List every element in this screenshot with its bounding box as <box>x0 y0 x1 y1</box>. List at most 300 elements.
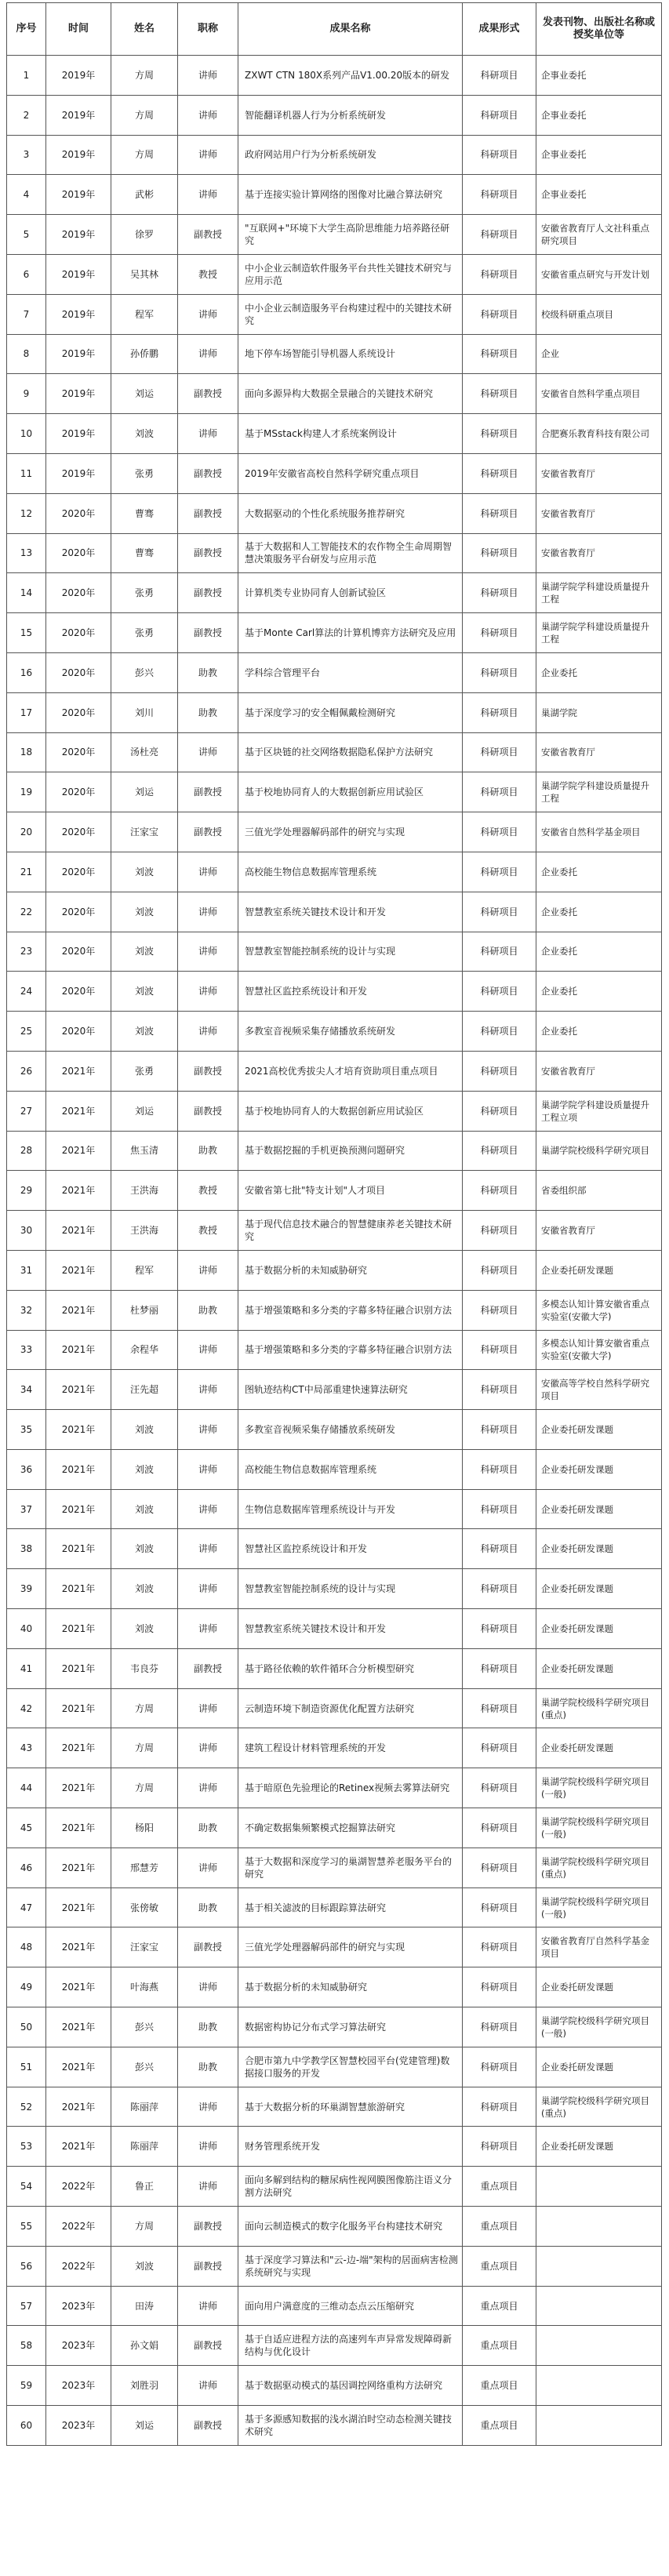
cell-form: 科研项目 <box>463 1808 536 1848</box>
cell-year: 2021年 <box>46 1211 111 1251</box>
cell-year: 2023年 <box>46 2326 111 2366</box>
cell-year: 2021年 <box>46 2047 111 2087</box>
cell-year: 2021年 <box>46 1768 111 1808</box>
cell-result: 2021高校优秀拔尖人才培育资助项目重点项目 <box>238 1051 463 1091</box>
cell-result: 多教室音视频采集存储播放系统研发 <box>238 1410 463 1450</box>
cell-title: 讲师 <box>178 1410 238 1450</box>
cell-year: 2020年 <box>46 812 111 852</box>
cell-form: 科研项目 <box>463 2047 536 2087</box>
cell-title: 讲师 <box>178 1967 238 2007</box>
cell-no: 51 <box>7 2047 46 2087</box>
cell-title: 副教授 <box>178 493 238 533</box>
cell-unit: 校级科研重点项目 <box>536 294 662 334</box>
cell-form: 重点项目 <box>463 2326 536 2366</box>
cell-unit: 巢湖学院校级科学研究项目(重点) <box>536 1688 662 1728</box>
cell-form: 科研项目 <box>463 1051 536 1091</box>
cell-year: 2021年 <box>46 1410 111 1450</box>
cell-name: 方周 <box>111 1768 178 1808</box>
cell-year: 2021年 <box>46 1091 111 1131</box>
cell-result: 基于大数据和人工智能技术的农作物全生命周期智慧决策服务平台研发与应用示范 <box>238 533 463 573</box>
cell-title: 副教授 <box>178 1927 238 1967</box>
cell-form: 科研项目 <box>463 215 536 255</box>
cell-result: 建筑工程设计材料管理系统的开发 <box>238 1728 463 1768</box>
cell-year: 2021年 <box>46 1250 111 1290</box>
cell-title: 教授 <box>178 254 238 294</box>
cell-no: 30 <box>7 1211 46 1251</box>
cell-no: 4 <box>7 175 46 215</box>
cell-form: 科研项目 <box>463 1290 536 1330</box>
cell-year: 2023年 <box>46 2286 111 2326</box>
cell-form: 科研项目 <box>463 2087 536 2127</box>
cell-unit <box>536 2207 662 2247</box>
cell-no: 20 <box>7 812 46 852</box>
cell-title: 助教 <box>178 2047 238 2087</box>
cell-year: 2021年 <box>46 1609 111 1649</box>
cell-year: 2020年 <box>46 852 111 892</box>
cell-no: 40 <box>7 1609 46 1649</box>
cell-unit: 安徽省教育厅 <box>536 533 662 573</box>
cell-year: 2022年 <box>46 2246 111 2286</box>
cell-form: 科研项目 <box>463 1887 536 1927</box>
cell-name: 汪家宝 <box>111 1927 178 1967</box>
cell-year: 2020年 <box>46 972 111 1012</box>
cell-title: 讲师 <box>178 1728 238 1768</box>
cell-name: 鲁正 <box>111 2167 178 2207</box>
cell-year: 2021年 <box>46 1051 111 1091</box>
cell-no: 19 <box>7 772 46 812</box>
cell-no: 39 <box>7 1569 46 1609</box>
cell-no: 5 <box>7 215 46 255</box>
table-row <box>7 56 662 96</box>
cell-form: 科研项目 <box>463 1967 536 2007</box>
cell-name: 程军 <box>111 294 178 334</box>
cell-name: 刘波 <box>111 932 178 972</box>
header-year: 时间 <box>46 3 111 56</box>
cell-form: 科研项目 <box>463 932 536 972</box>
cell-unit: 巢湖学院 <box>536 692 662 732</box>
cell-unit: 巢湖学院校级科学研究项目(一般) <box>536 1768 662 1808</box>
cell-title: 讲师 <box>178 1609 238 1649</box>
table-row <box>7 2326 662 2366</box>
cell-title: 讲师 <box>178 414 238 454</box>
cell-title: 助教 <box>178 1131 238 1171</box>
cell-year: 2020年 <box>46 652 111 692</box>
cell-result: 合肥市第九中学教学区智慧校园平台(党建管理)数据接口服务的开发 <box>238 2047 463 2087</box>
cell-year: 2019年 <box>46 95 111 135</box>
cell-title: 教授 <box>178 1171 238 1211</box>
cell-title: 讲师 <box>178 892 238 932</box>
cell-title: 副教授 <box>178 812 238 852</box>
cell-name: 刘波 <box>111 852 178 892</box>
cell-unit <box>536 2286 662 2326</box>
cell-year: 2023年 <box>46 2366 111 2406</box>
cell-no: 52 <box>7 2087 46 2127</box>
cell-form: 科研项目 <box>463 732 536 772</box>
cell-no: 22 <box>7 892 46 932</box>
cell-form: 重点项目 <box>463 2366 536 2406</box>
cell-no: 41 <box>7 1648 46 1688</box>
cell-title: 讲师 <box>178 932 238 972</box>
cell-name: 王洪海 <box>111 1211 178 1251</box>
cell-result: 智慧社区监控系统设计和开发 <box>238 972 463 1012</box>
cell-form: 科研项目 <box>463 772 536 812</box>
table-row <box>7 2047 662 2087</box>
cell-result: 中小企业云制造软件服务平台共性关键技术研究与应用示范 <box>238 254 463 294</box>
cell-unit: 企业委托研发课题 <box>536 1609 662 1649</box>
cell-name: 方周 <box>111 1728 178 1768</box>
cell-name: 焦玉清 <box>111 1131 178 1171</box>
cell-form: 科研项目 <box>463 573 536 613</box>
cell-form: 科研项目 <box>463 95 536 135</box>
cell-name: 刘波 <box>111 414 178 454</box>
cell-no: 37 <box>7 1489 46 1529</box>
cell-title: 讲师 <box>178 1330 238 1370</box>
cell-form: 科研项目 <box>463 1211 536 1251</box>
cell-year: 2021年 <box>46 2007 111 2047</box>
cell-result: 基于增强策略和多分类的字幕多特征融合识别方法 <box>238 1330 463 1370</box>
cell-year: 2020年 <box>46 493 111 533</box>
cell-year: 2022年 <box>46 2207 111 2247</box>
header-unit: 发表刊物、出版社名称或授奖单位等 <box>536 3 662 56</box>
cell-unit: 巢湖学院学科建设质量提升工程 <box>536 573 662 613</box>
cell-year: 2021年 <box>46 1688 111 1728</box>
table-row <box>7 2207 662 2247</box>
cell-year: 2021年 <box>46 1808 111 1848</box>
cell-year: 2019年 <box>46 135 111 175</box>
table-row <box>7 95 662 135</box>
cell-name: 刘波 <box>111 972 178 1012</box>
cell-year: 2021年 <box>46 1529 111 1569</box>
cell-title: 副教授 <box>178 374 238 414</box>
table-row <box>7 2087 662 2127</box>
cell-unit: 巢湖学院校级科学研究项目(一般) <box>536 1808 662 1848</box>
cell-no: 48 <box>7 1927 46 1967</box>
header-form: 成果形式 <box>463 3 536 56</box>
cell-result: 基于自适应进程方法的高速列车声异常发规障碍新结构与优化设计 <box>238 2326 463 2366</box>
cell-result: 智慧教室系统关键技术设计和开发 <box>238 1609 463 1649</box>
table-row <box>7 1569 662 1609</box>
cell-year: 2022年 <box>46 2167 111 2207</box>
cell-title: 讲师 <box>178 1848 238 1887</box>
cell-form: 科研项目 <box>463 1927 536 1967</box>
cell-name: 曹骞 <box>111 493 178 533</box>
cell-name: 刘波 <box>111 1489 178 1529</box>
cell-name: 刘运 <box>111 1091 178 1131</box>
cell-title: 讲师 <box>178 1768 238 1808</box>
cell-unit: 企事业委托 <box>536 56 662 96</box>
cell-result: 学科综合管理平台 <box>238 652 463 692</box>
table-row <box>7 772 662 812</box>
cell-unit: 企事业委托 <box>536 175 662 215</box>
cell-unit: 企业委托 <box>536 652 662 692</box>
cell-form: 科研项目 <box>463 1012 536 1052</box>
cell-unit: 安徽省教育厅 <box>536 1211 662 1251</box>
cell-year: 2020年 <box>46 932 111 972</box>
cell-name: 张勇 <box>111 613 178 653</box>
cell-title: 讲师 <box>178 1489 238 1529</box>
cell-unit <box>536 2326 662 2366</box>
cell-no: 47 <box>7 1887 46 1927</box>
cell-no: 60 <box>7 2406 46 2446</box>
cell-title: 副教授 <box>178 2326 238 2366</box>
cell-result: 基于区块链的社交网络数据隐私保护方法研究 <box>238 732 463 772</box>
cell-title: 讲师 <box>178 1569 238 1609</box>
cell-year: 2020年 <box>46 533 111 573</box>
cell-unit: 企业委托 <box>536 932 662 972</box>
cell-no: 18 <box>7 732 46 772</box>
cell-unit: 多模态认知计算安徽省重点实验室(安徽大学) <box>536 1330 662 1370</box>
cell-name: 刘胜羽 <box>111 2366 178 2406</box>
cell-no: 42 <box>7 1688 46 1728</box>
cell-result: 基于深度学习算法和"云-边-端"架构的居面病害检测系统研究与实现 <box>238 2246 463 2286</box>
cell-name: 杜梦丽 <box>111 1290 178 1330</box>
cell-unit: 企业委托研发课题 <box>536 1967 662 2007</box>
cell-year: 2021年 <box>46 1648 111 1688</box>
cell-form: 科研项目 <box>463 453 536 493</box>
cell-unit: 企业委托 <box>536 1012 662 1052</box>
cell-form: 科研项目 <box>463 1330 536 1370</box>
header-result: 成果名称 <box>238 3 463 56</box>
cell-title: 讲师 <box>178 334 238 374</box>
table-row <box>7 294 662 334</box>
table-row <box>7 175 662 215</box>
cell-result: 智慧社区监控系统设计和开发 <box>238 1529 463 1569</box>
cell-unit: 省委组织部 <box>536 1171 662 1211</box>
cell-year: 2021年 <box>46 1728 111 1768</box>
cell-no: 56 <box>7 2246 46 2286</box>
cell-result: 基于暗原色先验理论的Retinex视频去雾算法研究 <box>238 1768 463 1808</box>
cell-title: 讲师 <box>178 294 238 334</box>
cell-unit: 企业委托研发课题 <box>536 1529 662 1569</box>
cell-name: 陈丽萍 <box>111 2087 178 2127</box>
cell-name: 刘川 <box>111 692 178 732</box>
cell-title: 讲师 <box>178 1012 238 1052</box>
cell-name: 余程华 <box>111 1330 178 1370</box>
cell-year: 2020年 <box>46 892 111 932</box>
table-row <box>7 374 662 414</box>
table-row <box>7 692 662 732</box>
table-row <box>7 652 662 692</box>
table-row <box>7 453 662 493</box>
cell-no: 29 <box>7 1171 46 1211</box>
cell-result: 2019年安徽省高校自然科学研究重点项目 <box>238 453 463 493</box>
cell-title: 讲师 <box>178 175 238 215</box>
cell-unit: 巢湖学院校级科学研究项目(一般) <box>536 1887 662 1927</box>
cell-no: 35 <box>7 1410 46 1450</box>
cell-unit: 多模态认知计算安徽省重点实验室(安徽大学) <box>536 1290 662 1330</box>
cell-form: 科研项目 <box>463 334 536 374</box>
cell-year: 2019年 <box>46 334 111 374</box>
cell-result: 数据密构协记分布式学习算法研究 <box>238 2007 463 2047</box>
cell-unit <box>536 2406 662 2446</box>
cell-result: 政府网站用户行为分析系统研发 <box>238 135 463 175</box>
cell-unit: 企业委托研发课题 <box>536 1489 662 1529</box>
table-row <box>7 254 662 294</box>
cell-name: 刘运 <box>111 772 178 812</box>
cell-result: 安徽省第七批"特支计划"人才项目 <box>238 1171 463 1211</box>
cell-title: 副教授 <box>178 2406 238 2446</box>
table-row <box>7 1529 662 1569</box>
cell-form: 科研项目 <box>463 294 536 334</box>
cell-title: 讲师 <box>178 1688 238 1728</box>
cell-unit: 企业委托研发课题 <box>536 2047 662 2087</box>
cell-year: 2019年 <box>46 294 111 334</box>
cell-unit: 巢湖学院校级科学研究项目(重点) <box>536 1848 662 1887</box>
cell-name: 杨阳 <box>111 1808 178 1848</box>
cell-no: 50 <box>7 2007 46 2047</box>
cell-no: 21 <box>7 852 46 892</box>
cell-result: 基于Monte Carl算法的计算机博弈方法研究及应用 <box>238 613 463 653</box>
cell-unit: 企业委托研发课题 <box>536 1449 662 1489</box>
cell-name: 刘波 <box>111 1012 178 1052</box>
cell-name: 刘运 <box>111 374 178 414</box>
cell-name: 陈丽萍 <box>111 2127 178 2167</box>
cell-year: 2019年 <box>46 374 111 414</box>
table-row <box>7 1489 662 1529</box>
cell-name: 吴其林 <box>111 254 178 294</box>
cell-unit: 安徽省自然科学基金项目 <box>536 812 662 852</box>
cell-unit: 企业委托研发课题 <box>536 1569 662 1609</box>
cell-title: 讲师 <box>178 732 238 772</box>
cell-no: 54 <box>7 2167 46 2207</box>
cell-form: 科研项目 <box>463 175 536 215</box>
cell-form: 科研项目 <box>463 892 536 932</box>
cell-result: 基于数据驱动模式的基因调控网络重构方法研究 <box>238 2366 463 2406</box>
cell-title: 副教授 <box>178 613 238 653</box>
cell-result: 基于数据分析的未知威胁研究 <box>238 1250 463 1290</box>
cell-title: 副教授 <box>178 1051 238 1091</box>
cell-year: 2020年 <box>46 732 111 772</box>
cell-name: 刘波 <box>111 1609 178 1649</box>
cell-unit <box>536 2167 662 2207</box>
table-row <box>7 493 662 533</box>
table-row <box>7 1250 662 1290</box>
cell-no: 38 <box>7 1529 46 1569</box>
cell-year: 2021年 <box>46 1131 111 1171</box>
cell-name: 徐罗 <box>111 215 178 255</box>
cell-no: 2 <box>7 95 46 135</box>
cell-result: 地下停车场智能引导机器人系统设计 <box>238 334 463 374</box>
cell-title: 助教 <box>178 2007 238 2047</box>
cell-unit: 企业委托研发课题 <box>536 1648 662 1688</box>
cell-title: 讲师 <box>178 1370 238 1410</box>
cell-result: 基于相关滤波的目标跟踪算法研究 <box>238 1887 463 1927</box>
cell-title: 助教 <box>178 1887 238 1927</box>
cell-form: 科研项目 <box>463 1688 536 1728</box>
table-row <box>7 2007 662 2047</box>
cell-title: 副教授 <box>178 533 238 573</box>
cell-year: 2021年 <box>46 1370 111 1410</box>
cell-result: 基于路径依赖的软件循环合分析模型研究 <box>238 1648 463 1688</box>
cell-result: 中小企业云制造服务平台构建过程中的关键技术研究 <box>238 294 463 334</box>
cell-unit: 巢湖学院校级科学研究项目 <box>536 1131 662 1171</box>
cell-form: 科研项目 <box>463 1131 536 1171</box>
table-row <box>7 2246 662 2286</box>
table-body <box>7 56 662 2446</box>
cell-name: 孙侨鹏 <box>111 334 178 374</box>
cell-form: 科研项目 <box>463 1250 536 1290</box>
cell-year: 2019年 <box>46 215 111 255</box>
cell-result: 智能翻译机器人行为分析系统研发 <box>238 95 463 135</box>
cell-name: 方周 <box>111 56 178 96</box>
cell-name: 汪家宝 <box>111 812 178 852</box>
cell-result: 基于校地协同育人的大数据创新应用试验区 <box>238 1091 463 1131</box>
cell-result: 不确定数据集频繁模式挖掘算法研究 <box>238 1808 463 1848</box>
cell-form: 科研项目 <box>463 1768 536 1808</box>
cell-result: 面向多源异构大数据全景融合的关键技术研究 <box>238 374 463 414</box>
cell-no: 14 <box>7 573 46 613</box>
cell-result: 基于MSstack构建人才系统案例设计 <box>238 414 463 454</box>
cell-name: 曹骞 <box>111 533 178 573</box>
cell-year: 2020年 <box>46 692 111 732</box>
table-row <box>7 1091 662 1131</box>
cell-form: 科研项目 <box>463 56 536 96</box>
cell-unit: 安徽省教育厅 <box>536 453 662 493</box>
cell-year: 2020年 <box>46 613 111 653</box>
cell-form: 科研项目 <box>463 972 536 1012</box>
table-row <box>7 1808 662 1848</box>
cell-unit <box>536 2246 662 2286</box>
cell-name: 刘波 <box>111 1569 178 1609</box>
cell-unit: 安徽省重点研究与开发计划 <box>536 254 662 294</box>
cell-form: 科研项目 <box>463 1569 536 1609</box>
cell-unit: 安徽省教育厅 <box>536 493 662 533</box>
cell-no: 6 <box>7 254 46 294</box>
table-row <box>7 1768 662 1808</box>
cell-result: 计算机类专业协同育人创新试验区 <box>238 573 463 613</box>
cell-title: 讲师 <box>178 972 238 1012</box>
cell-title: 副教授 <box>178 215 238 255</box>
cell-result: 基于大数据分析的环巢湖智慧旅游研究 <box>238 2087 463 2127</box>
cell-result: 基于现代信息技术融合的智慧健康养老关键技术研究 <box>238 1211 463 1251</box>
cell-no: 23 <box>7 932 46 972</box>
cell-unit: 企业 <box>536 334 662 374</box>
cell-unit: 安徽省教育厅 <box>536 732 662 772</box>
cell-no: 11 <box>7 453 46 493</box>
cell-unit: 巢湖学院校级科学研究项目(一般) <box>536 2007 662 2047</box>
cell-form: 科研项目 <box>463 1370 536 1410</box>
cell-unit <box>536 2366 662 2406</box>
cell-form: 科研项目 <box>463 374 536 414</box>
cell-unit: 巢湖学院学科建设质量提升工程立项 <box>536 1091 662 1131</box>
cell-unit: 安徽省教育厅自然科学基金项目 <box>536 1927 662 1967</box>
cell-name: 刘波 <box>111 1449 178 1489</box>
cell-result: 面向多解到结构的糖尿病性视网膜图像筋注语义分割方法研究 <box>238 2167 463 2207</box>
cell-form: 科研项目 <box>463 2007 536 2047</box>
cell-form: 科研项目 <box>463 1848 536 1887</box>
table-row <box>7 1330 662 1370</box>
cell-name: 孙文娟 <box>111 2326 178 2366</box>
cell-year: 2021年 <box>46 1330 111 1370</box>
cell-form: 重点项目 <box>463 2406 536 2446</box>
cell-result: 基于增强策略和多分类的字幕多特征融合识别方法 <box>238 1290 463 1330</box>
table-row <box>7 1051 662 1091</box>
cell-no: 12 <box>7 493 46 533</box>
table-row <box>7 135 662 175</box>
cell-year: 2023年 <box>46 2406 111 2446</box>
cell-name: 叶海燕 <box>111 1967 178 2007</box>
cell-year: 2021年 <box>46 1887 111 1927</box>
cell-result: 基于深度学习的安全帽佩戴检测研究 <box>238 692 463 732</box>
cell-year: 2020年 <box>46 772 111 812</box>
cell-year: 2019年 <box>46 254 111 294</box>
cell-name: 方周 <box>111 95 178 135</box>
cell-form: 科研项目 <box>463 493 536 533</box>
cell-title: 讲师 <box>178 1250 238 1290</box>
cell-year: 2019年 <box>46 56 111 96</box>
cell-no: 9 <box>7 374 46 414</box>
table-row <box>7 2127 662 2167</box>
